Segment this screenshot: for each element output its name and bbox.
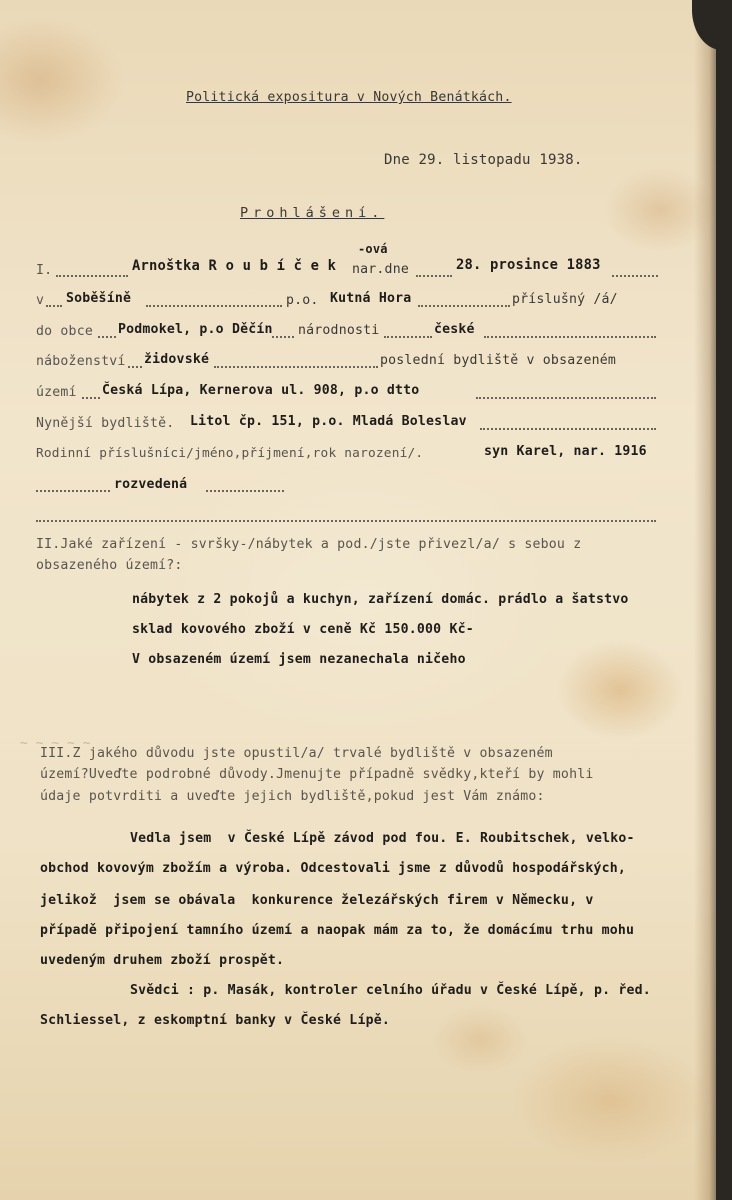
marital-status: rozvedená — [114, 477, 188, 492]
v-label: v — [36, 293, 45, 308]
dotted-fill — [484, 334, 656, 338]
dotted-fill — [146, 303, 282, 307]
dotted-fill — [46, 303, 62, 307]
section-i-label: I. — [36, 263, 53, 278]
dotted-fill — [206, 488, 284, 492]
family-label: Rodinní příslušníci/jméno,příjmení,rok narození/. — [36, 446, 424, 461]
dotted-fill — [56, 273, 128, 277]
dotted-fill — [82, 395, 100, 399]
paper-edge-shadow — [694, 0, 716, 1200]
municipality: Podmokel, p.o Děčín — [118, 322, 273, 337]
section-ii-answer-2: sklad kovového zboží v ceně Kč 150.000 Kč- — [132, 622, 474, 637]
section-ii-question-1: II.Jaké zařízení - svršky-/nábytek a pod./jste přivezl/a/ s sebou z — [36, 537, 582, 552]
section-iii-answer-2: obchod kovovým zbožím a výroba. Odcestovali jsme z důvodů hospodářských, — [40, 861, 627, 876]
nationality-label: národnosti — [298, 323, 380, 338]
section-iii-answer-5: uvedeným druhem zboží prospět. — [40, 953, 285, 968]
document-date: Dne 29. listopadu 1938. — [384, 152, 583, 168]
section-iii-answer-1: Vedla jsem v České Lípě závod pod fou. E. Roubitschek, velko- — [130, 831, 635, 846]
dotted-fill — [480, 426, 656, 430]
section-iii-question-3: údaje potvrditi a uveďte jejich bydliště,pokud jest Vám známo: — [40, 789, 545, 804]
section-ii-answer-1: nábytek z 2 pokojů a kuchyn, zařízení domác. prádlo a šatstvo — [132, 592, 629, 607]
municipality-label: do obce — [36, 324, 93, 339]
current-residence-label: Nynější bydliště. — [36, 416, 175, 431]
dotted-fill — [476, 395, 656, 399]
section-ii-question-2: obsazeného území?: — [36, 558, 183, 573]
witness-line-1: Svědci : p. Masák, kontroler celního úřadu v České Lípě, p. řed. — [130, 983, 651, 998]
birth-date: 28. prosince 1883 — [456, 257, 601, 273]
religion-label: náboženství — [36, 354, 126, 369]
last-residence-label: poslední bydliště v obsazeném — [380, 353, 617, 368]
current-residence: Litol čp. 151, p.o. Mladá Boleslav — [190, 414, 467, 429]
dotted-fill — [272, 334, 294, 338]
belongs-label: příslušný /á/ — [512, 292, 618, 307]
pencil-scribble: ~ ~ ~ ~ ~ — [20, 736, 91, 751]
family-member: syn Karel, nar. 1916 — [484, 444, 647, 459]
territory-label: území — [36, 385, 77, 400]
dotted-fill — [36, 488, 110, 492]
nationality: české — [434, 322, 475, 337]
dotted-fill — [98, 334, 116, 338]
born-label: nar.dne — [352, 262, 409, 277]
section-iii-answer-3: jelikož jsem se obávala konkurence železářských firem v Německu, v — [40, 893, 594, 908]
name-suffix: -ová — [358, 242, 388, 256]
religion: židovské — [144, 352, 210, 367]
dotted-fill — [128, 364, 142, 368]
section-iii-answer-4: případě připojení tamního území a naopak mám za to, že domácímu trhu mohu — [40, 923, 635, 938]
dotted-fill — [416, 273, 452, 277]
dotted-fill — [36, 518, 656, 522]
declarant-name: Arnoštka R o u b í č e k — [132, 258, 337, 274]
authority-heading: Politická expositura v Nových Benátkách. — [186, 90, 512, 105]
district-label: p.o. — [286, 293, 319, 308]
witness-line-2: Schliessel, z eskomptní banky v České Lípě. — [40, 1013, 391, 1028]
section-iii-question-1: III.Z jakého důvodu jste opustil/a/ trvalé bydliště v obsazeném — [40, 746, 553, 761]
dotted-fill — [214, 364, 378, 368]
dotted-fill — [418, 303, 510, 307]
dotted-fill — [384, 334, 432, 338]
document-title: Prohlášení. — [240, 205, 385, 221]
last-residence: Česká Lípa, Kernerova ul. 908, p.o dtto — [102, 383, 420, 398]
section-iii-question-2: území?Uveďte podrobné důvody.Jmenujte případně svědky,kteří by mohli — [40, 767, 594, 782]
birth-district: Kutná Hora — [330, 291, 412, 306]
dotted-fill — [612, 273, 658, 277]
section-ii-answer-3: V obsazeném území jsem nezanechala ničeho — [132, 652, 466, 667]
birthplace: Soběšíně — [66, 291, 132, 306]
